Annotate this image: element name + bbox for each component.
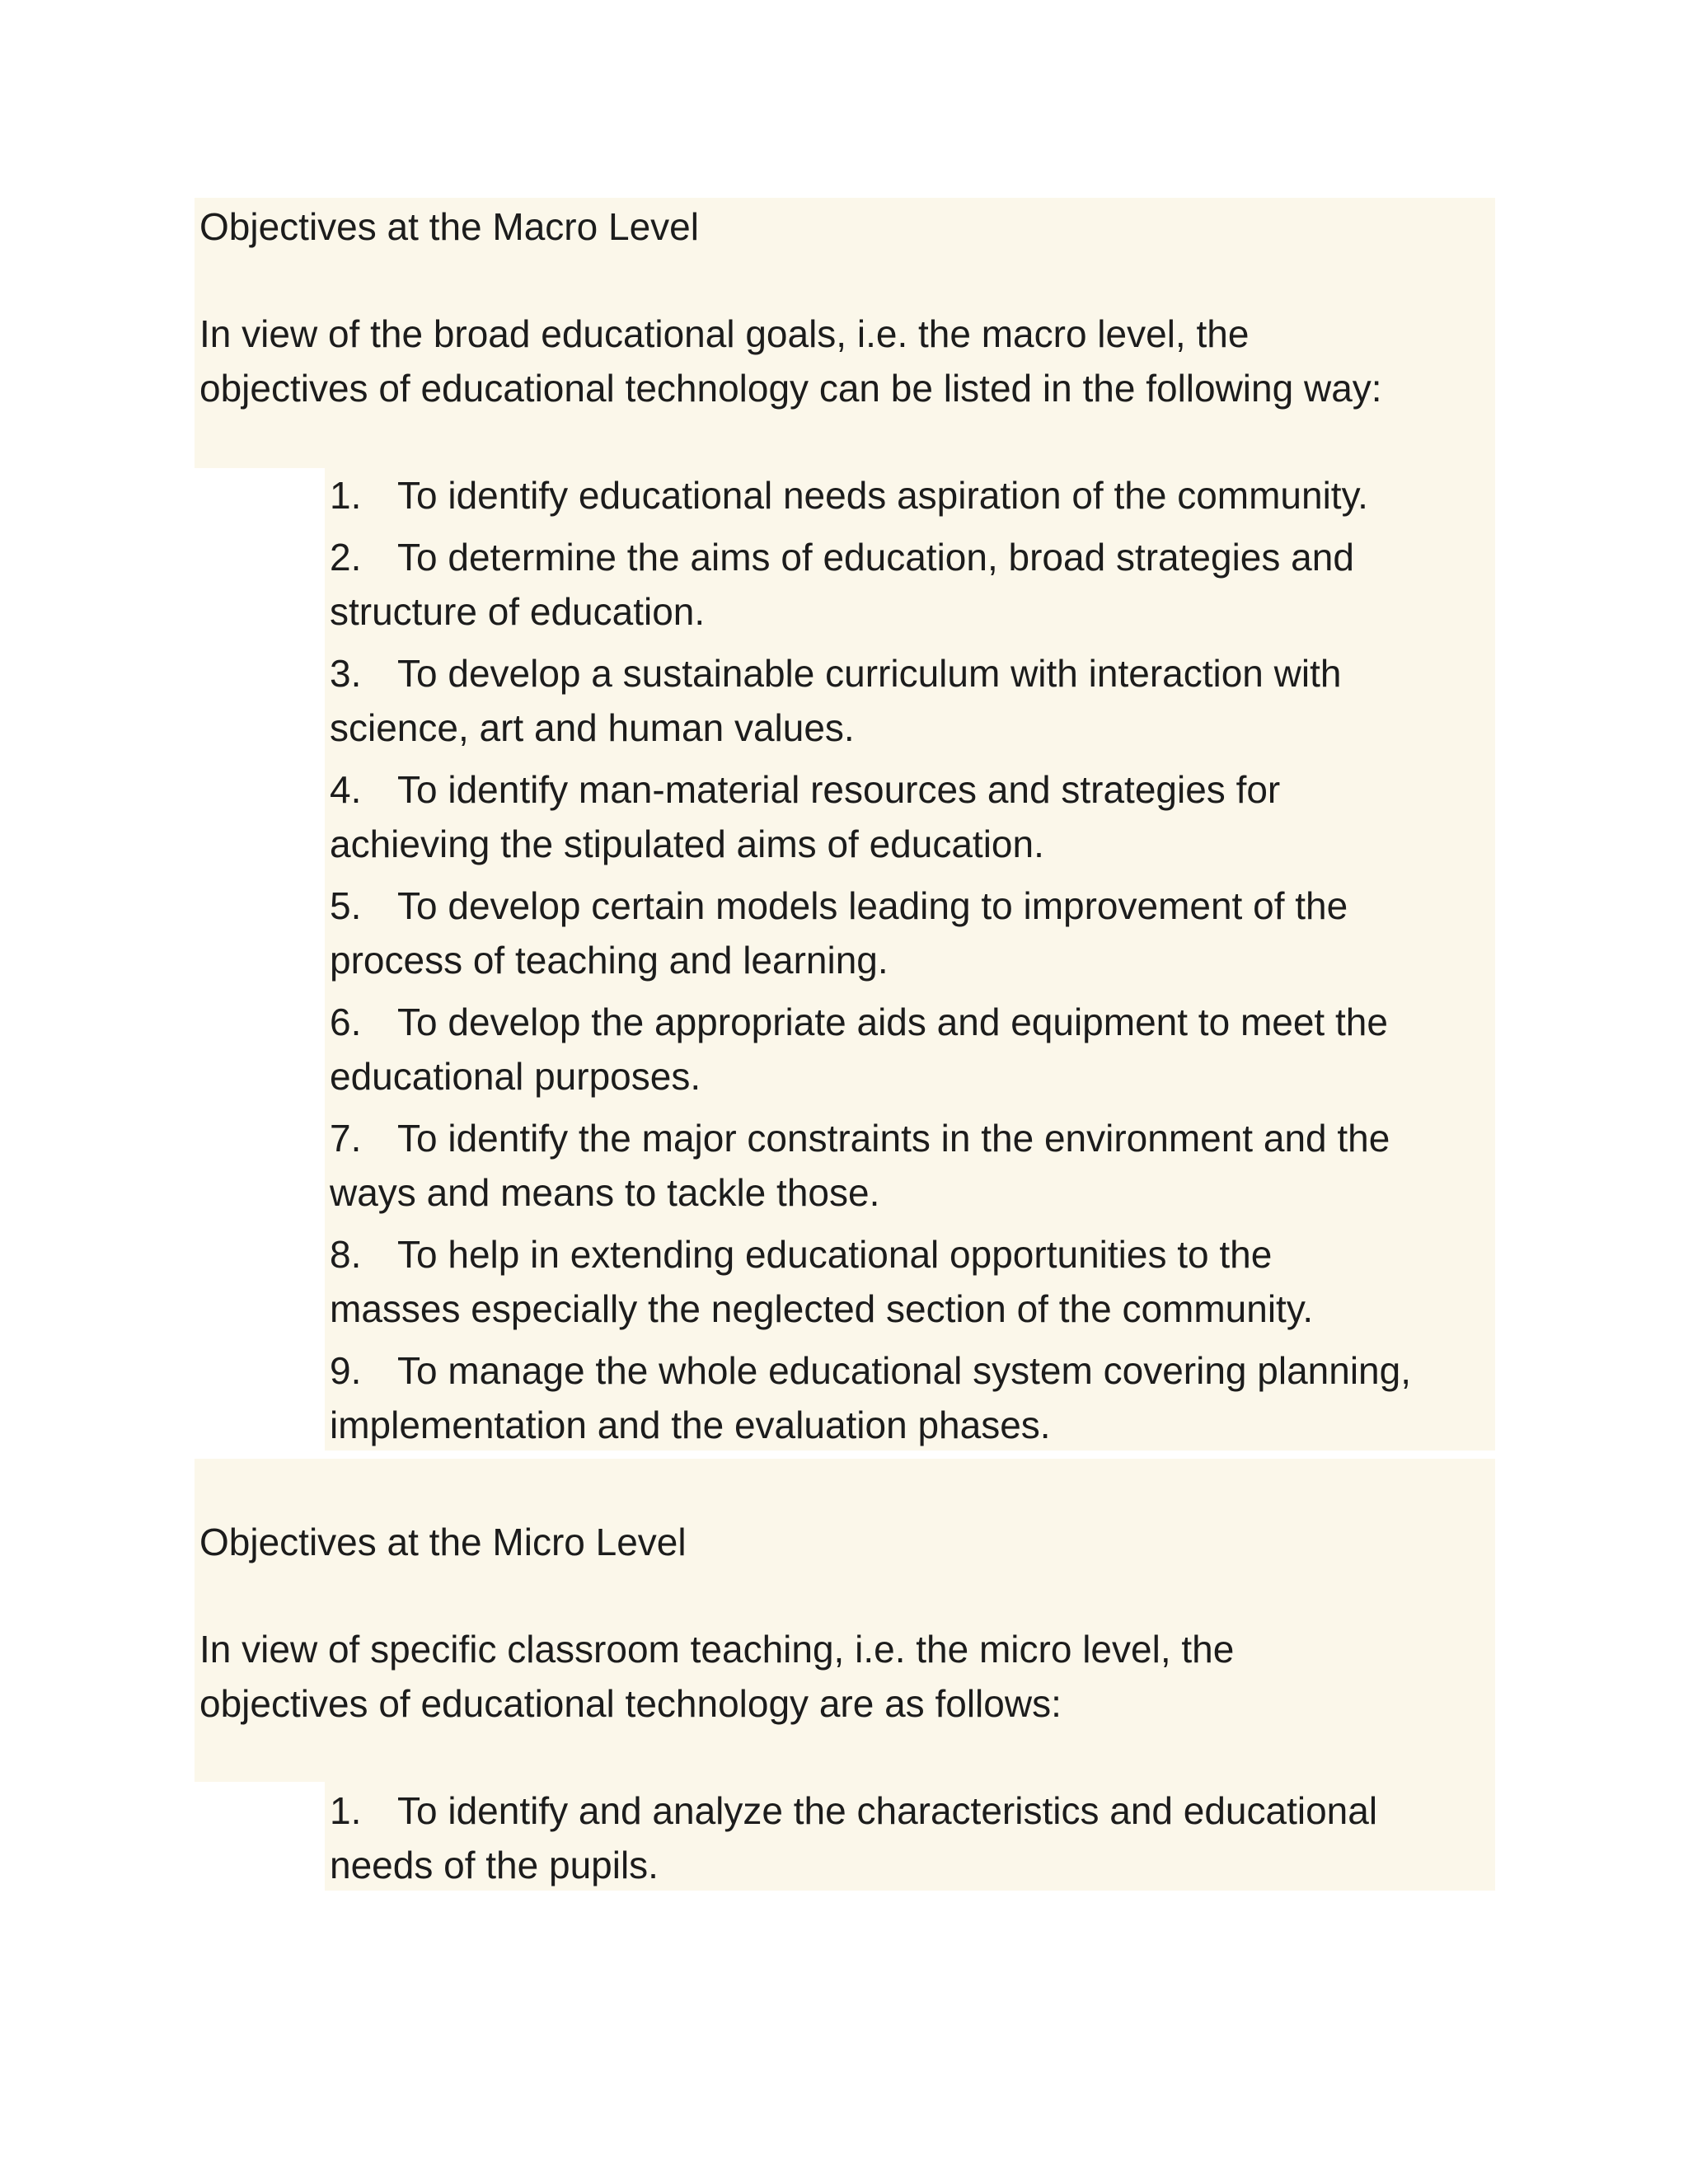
micro-intro (199, 1622, 1493, 1731)
list-item-number: 4. (330, 768, 362, 811)
list-item (330, 646, 1493, 755)
list-item-text: ways and means to tackle those. (330, 1171, 880, 1214)
list-item-number: 8. (330, 1233, 362, 1276)
list-item-number: 9. (330, 1349, 362, 1392)
list-item-text: To identify the major constraints in the environment and the (397, 1117, 1390, 1160)
list-item-text: implementation and the evaluation phases. (330, 1404, 1051, 1446)
list-item-text: needs of the pupils. (330, 1844, 659, 1886)
list-item (330, 879, 1493, 987)
macro-heading: Objectives at the Macro Level (199, 205, 699, 248)
list-item (330, 762, 1493, 871)
list-item-text: To develop certain models leading to improvement of the (397, 884, 1348, 927)
list-item (330, 1343, 1493, 1452)
micro-intro-line-1: In view of specific classroom teaching, i.e. the micro level, the (199, 1628, 1235, 1671)
list-item (330, 1783, 1493, 1892)
list-item-text: structure of education. (330, 590, 706, 633)
macro-intro-line-2: objectives of educational technology can be listed in the following way: (199, 367, 1382, 410)
list-item-number: 2. (330, 536, 362, 579)
macro-intro-line-1: In view of the broad educational goals, i.e. the macro level, the (199, 312, 1250, 355)
list-item-number: 5. (330, 884, 362, 927)
list-item (330, 995, 1493, 1104)
micro-heading: Objectives at the Micro Level (199, 1521, 687, 1563)
list-item-text: To develop a sustainable curriculum with interaction with (397, 652, 1342, 695)
list-item (330, 1227, 1493, 1336)
list-item (330, 1111, 1493, 1220)
list-item-text: To identify man-material resources and strategies for (397, 768, 1281, 811)
list-item-text: To help in extending educational opportunities to the (397, 1233, 1273, 1276)
micro-objectives-list (330, 1783, 1493, 1900)
list-item (330, 530, 1493, 639)
list-item-text: To identify educational needs aspiration of the community. (397, 474, 1368, 517)
macro-intro (199, 307, 1493, 415)
list-item-number: 6. (330, 1001, 362, 1043)
list-item-number: 3. (330, 652, 362, 695)
list-item-text: educational purposes. (330, 1055, 701, 1098)
list-item (330, 468, 1493, 523)
list-item-text: To manage the whole educational system covering planning, (397, 1349, 1411, 1392)
list-item-number: 7. (330, 1117, 362, 1160)
list-item-text: masses especially the neglected section of the community. (330, 1287, 1314, 1330)
highlight-micro-intro (195, 1459, 1495, 1782)
macro-objectives-list (330, 468, 1493, 1460)
list-item-number: 1. (330, 1789, 362, 1832)
list-item-text: To identify and analyze the characteristics and educational (397, 1789, 1378, 1832)
list-item-text: To develop the appropriate aids and equipment to meet the (397, 1001, 1388, 1043)
list-item-text: process of teaching and learning. (330, 939, 889, 982)
list-item-text: science, art and human values. (330, 706, 855, 749)
micro-intro-line-2: objectives of educational technology are as follows: (199, 1682, 1062, 1725)
list-item-text: achieving the stipulated aims of education. (330, 823, 1044, 865)
list-item-text: To determine the aims of education, broad strategies and (397, 536, 1354, 579)
list-item-number: 1. (330, 474, 362, 517)
